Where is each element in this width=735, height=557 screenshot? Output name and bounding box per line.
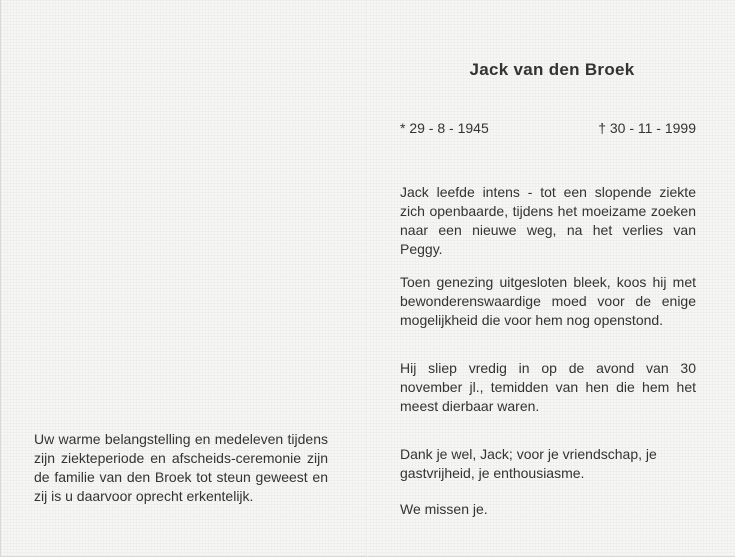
paragraph-miss-you: We missen je. [400,501,488,517]
life-dates [400,120,696,142]
left-page [1,0,366,557]
acknowledgement-text: Uw warme belangstelling en medeleven tijdens zijn ziekteperiode en afscheids-ceremonie zijn de familie van den Broek tot steun geweest en zij is u daarvoor oprecht erkentelijk. [34,431,328,504]
paragraph-thanks: Dank je wel, Jack; voor je vriendschap, je gastvrijheid, je enthousiasme. [400,446,657,481]
paragraph-life: Jack leefde intens - tot een slopende ziekte zich openbaarde, tijdens het moeizame zoeken naar een nieuwe weg, na het verlies van Peggy. [400,184,696,257]
paragraph-choice: Toen genezing uitgesloten bleek, koos hij met bewonderenswaardige moed voor de enige mogelijkheid die voor hem nog openstond. [400,274,696,328]
paragraph-passing: Hij sliep vredig in op de avond van 30 november jl., temidden van hen die hem het meest dierbaar waren. [400,360,696,414]
right-page [368,0,735,557]
death-date: † 30 - 11 - 1999 [598,120,696,136]
birth-date: * 29 - 8 - 1945 [400,120,489,136]
deceased-name: Jack van den Broek [469,60,635,79]
